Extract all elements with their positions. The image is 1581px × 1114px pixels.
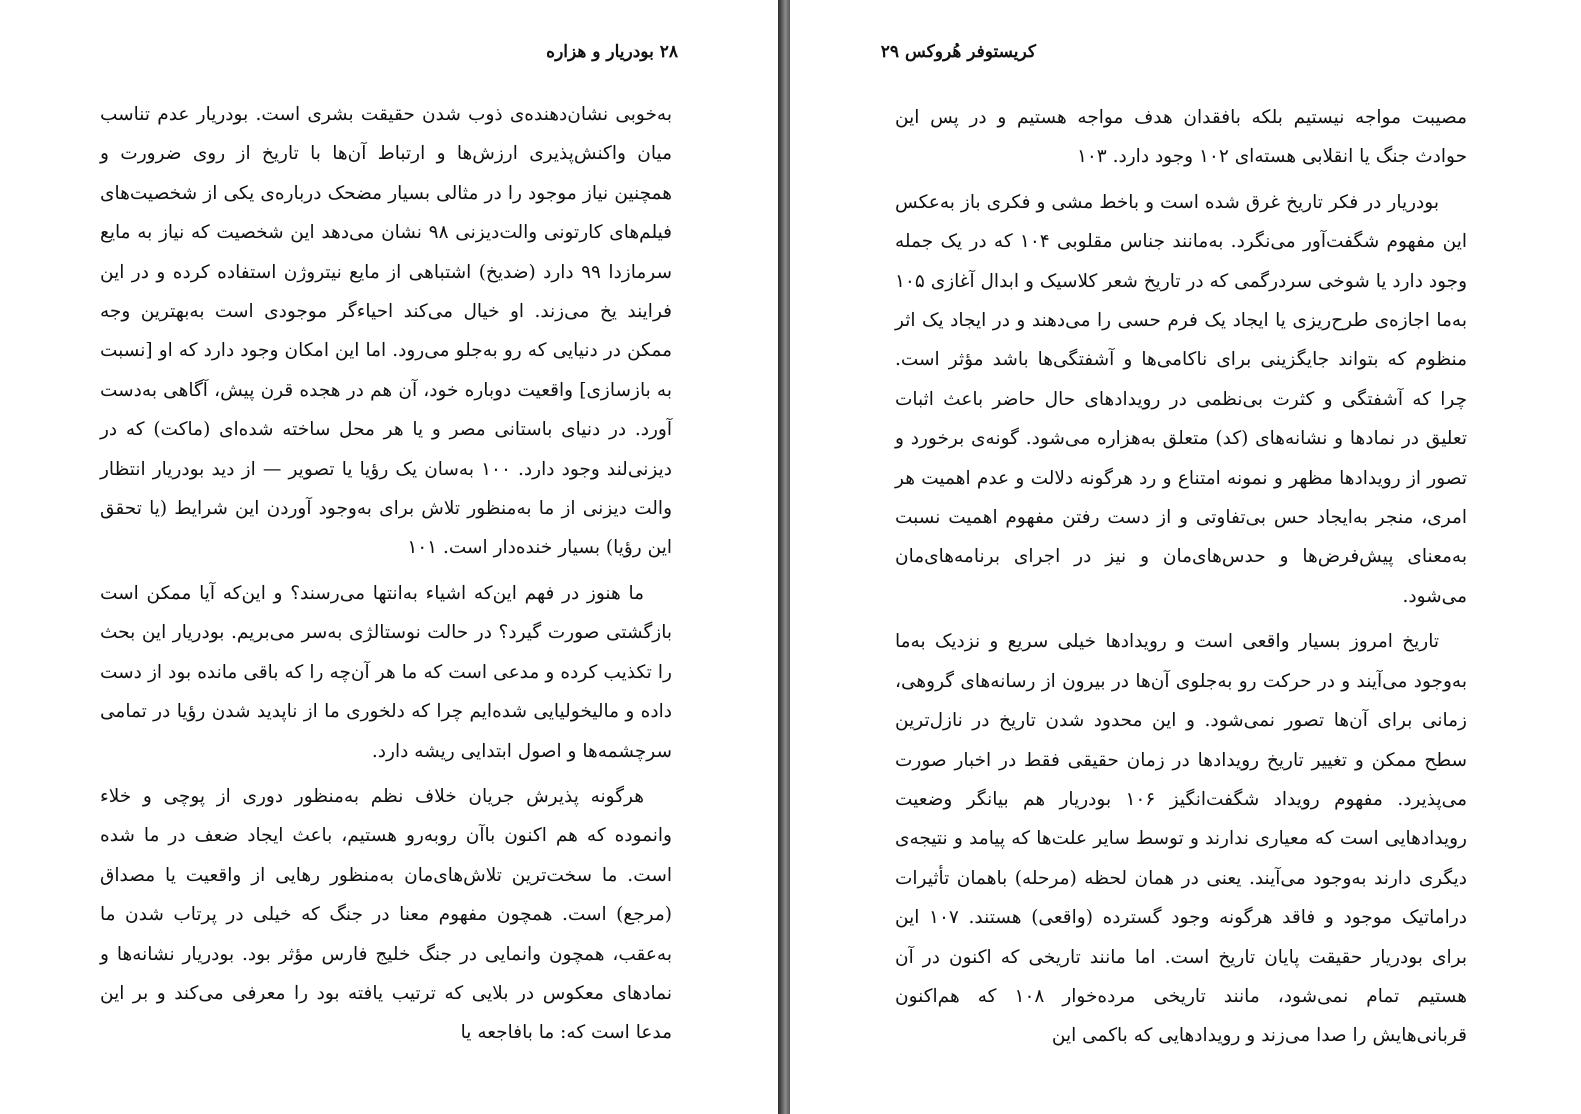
- right-paragraph-2: بودریار در فکر تاریخ غرق شده است و باخط مشی و فکری باز به‌عکس این مفهوم شگفت‌آور می‌نگرد. به‌مانند جناس مقلوبی ۱۰۴ که در یک جمله وجود دارد یا شوخی سردرگمی که در تاریخ شعر کلاسیک و ابدال آغازی ۱۰۵ به‌ما اجازه‌ی طرح‌ریزی یا ایجاد یک فرم حسی را می‌دهند و در ایجاد یک اثر منظوم که بتواند جایگزینی برای ناکامی‌ها و آشفتگی‌ها باشد مؤثر است. چرا که آشفتگی و کثرت بی‌نظمی در رویدادهای حال حاضر باعث اثبات تعلیق در نمادها و نشانه‌های (کد) متعلق به‌هزاره می‌شود. گونه‌ی برخورد و تصور از رویدادها مظهر و نمونه امتناع و رد هرگونه دلالت و عدم اهمیت هر امری، منجر به‌ایجاد حس بی‌تفاوتی و از دست رفتن مفهوم اهمیت نسبت به‌معنای پیش‌فرض‌ها و حدس‌های‌مان و نیز در اجرای برنامه‌های‌مان می‌شود.: [895, 191, 1467, 607]
- left-page: [0, 0, 778, 1114]
- right-paragraph-3: تاریخ امروز بسیار واقعی است و رویدادها خیلی سریع و نزدیک به‌ما به‌وجود می‌آیند و در حرکت رو به‌جلوی آن‌ها در بیرون از رسانه‌های گروهی، زمانی برای آن‌ها تصور نمی‌شود. و این محدود شدن تاریخ در نازل‌ترین سطح ممکن و تغییر تاریخ رویدادها در زمان حقیقی فقط در اخبار صورت می‌پذیرد. مفهوم رویداد شگفت‌انگیز ۱۰۶ بودریار هم بیانگر وضعیت رویدادهایی است که معیاری ندارند و توسط سایر علت‌ها که پیامد و نتیجه‌ی دیگری دارند به‌وجود می‌آیند. یعنی در همان لحظه (مرحله) باهمان تأثیرات دراماتیک موجود و فاقد هرگونه وجود گسترده (واقعی) هستند. ۱۰۷ این برای بودریار حقیقت پایان تاریخ است. اما مانند تاریخی که اکنون در آن هستیم تمام نمی‌شود، مانند تاریخی مرده‌خوار ۱۰۸ که هم‌اکنون قربانی‌هایش را صدا می‌زند و رویدادهایی که باکمی این: [895, 631, 1467, 1047]
- left-paragraph-2: ما هنوز در فهم این‌که اشیاء به‌انتها می‌رسند؟ و این‌که آیا ممکن است بازگشتی صورت گیرد؟ در حالت نوستالژی به‌سر می‌بریم. بودریار این بحث را تکذیب کرده و مدعی است که ما هر آن‌چه را که باقی مانده بود از دست داده و مالیخولیایی شده‌ایم چرا که دلخوری ما از ناپدید شدن رؤیا در تمامی سرچشمه‌ها و اصول ابتدایی ریشه دارد.: [100, 582, 672, 762]
- book-spine-divider: [778, 0, 790, 1114]
- right-page-header: کریستوفر هُروکس ۲۹: [880, 42, 1036, 62]
- left-paragraph-1: به‌خوبی نشان‌دهنده‌ی ذوب شدن حقیقت بشری است. بودریار عدم تناسب میان واکنش‌پذیری ارزش‌ها و ارتباط آن‌ها با تاریخ از روی ضرورت و همچنین نیاز موجود را در مثالی بسیار مضحک درباره‌ی یکی از شخصیت‌های فیلم‌های کارتونی والت‌دیزنی ۹۸ نشان می‌دهد این شخصیت که نیاز به مایع سرمازدا ۹۹ دارد (ضدیخ) اشتباهی از مایع نیتروژن استفاده کرده و در این فرایند یخ می‌زند. او خیال می‌کند احیاءگر موجودی است به‌بهترین وجه ممکن در دنیایی که رو به‌جلو می‌رود. اما این امکان وجود دارد که او [نسبت به بازسازی] واقعیت دوباره خود، آن هم در هجده قرن پیش، آگاهی به‌دست آورد. در دنیای باستانی مصر و یا هر محل ساخته شده‌ای (ماکت) که در دیزنی‌لند وجود دارد. ۱۰۰ به‌سان یک رؤیا یا تصویر — از دید بودریار انتظار والت دیزنی از ما به‌منظور تلاش برای به‌وجود آوردن این شرایط (یا تحقق این رؤیا) بسیار خنده‌دار است. ۱۰۱: [100, 104, 672, 559]
- right-paragraph-1: مصیبت مواجه نیستیم بلکه بافقدان هدف مواجه هستیم و در پس این حوادث جنگ یا انقلابی هسته‌ای ۱۰۲ وجود دارد. ۱۰۳: [895, 107, 1467, 168]
- right-page-body: [895, 98, 1467, 1062]
- left-page-header: ۲۸ بودریار و هزاره: [546, 42, 678, 62]
- left-page-body: [100, 95, 672, 1059]
- left-paragraph-3: هرگونه پذیرش جریان خلاف نظم به‌منظور دوری از پوچی و خلاء وانموده که هم اکنون باآن روبه‌رو هستیم، باعث ایجاد ضعف در ما شده است. ما سخت‌ترین تلاش‌های‌مان به‌منظور رهایی از واقعیت یا مصداق (مرجع) است. همچون مفهوم معنا در جنگ که خیلی در پرتاب شدن ما به‌عقب، همچون وانمایی در جنگ خلیج فارس مؤثر بود. بودریار نشانه‌ها و نمادهای معکوس در بلایی که ترتیب یافته بود را معرفی می‌کند و بر این مدعا است که: ما بافاجعه یا: [100, 785, 672, 1044]
- right-page: [790, 0, 1581, 1114]
